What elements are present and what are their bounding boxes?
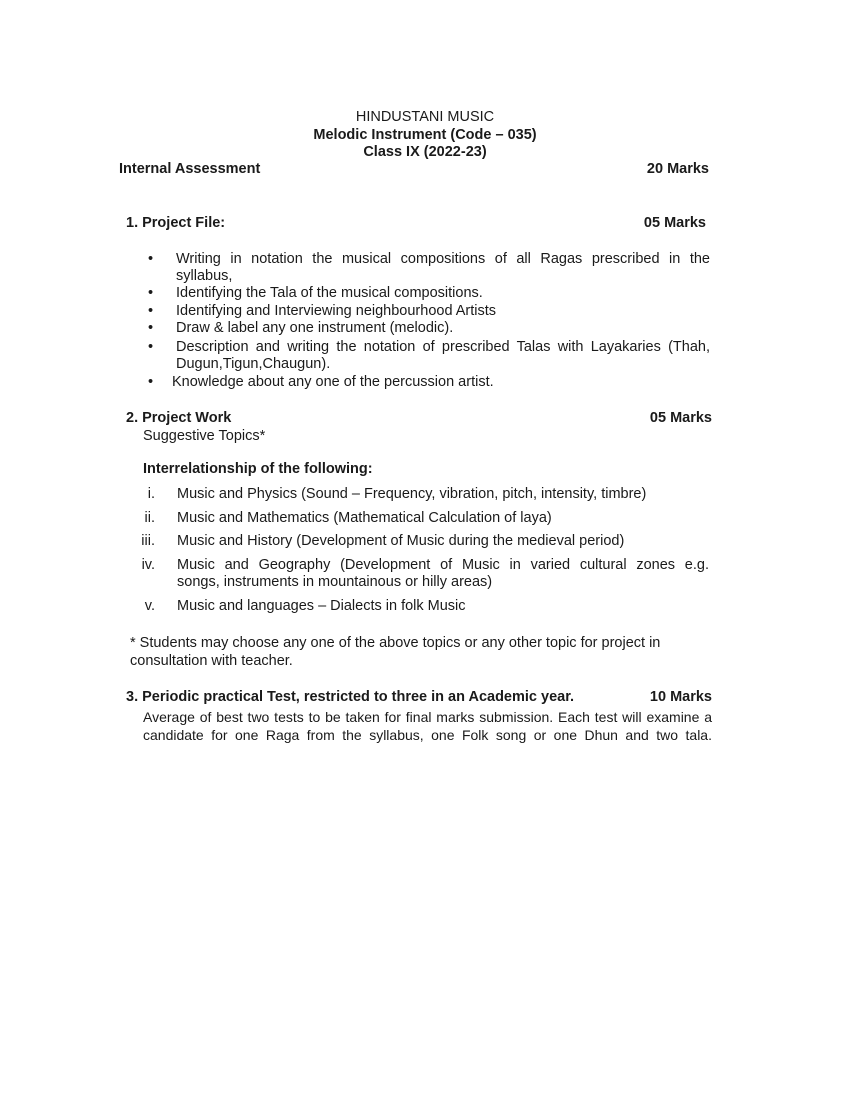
- section2-subheading: Interrelationship of the following:: [143, 461, 373, 477]
- list-item: • Description and writing the notation of prescribed Talas with Layakaries (Thah, Dugun,Tigun,Chaugun).: [148, 338, 710, 372]
- list-item: • Identifying the Tala of the musical compositions.: [148, 285, 483, 301]
- section1-marks: 05 Marks: [643, 215, 706, 231]
- list-item: • Knowledge about any one of the percussion artist.: [148, 373, 494, 390]
- assessment-label: Internal Assessment: [119, 161, 261, 177]
- bullet-icon: •: [148, 373, 154, 390]
- assessment-marks: 20 Marks: [646, 161, 709, 177]
- section3-heading: 3. Periodic practical Test, restricted to three in an Academic year.: [126, 689, 575, 705]
- section2-heading: 2. Project Work: [126, 410, 232, 426]
- list-item: iii. Music and History (Development of Music during the medieval period): [141, 533, 625, 549]
- list-item: • Writing in notation the musical compositions of all Ragas prescribed in the syllabus,: [148, 251, 710, 284]
- list-item: • Draw & label any one instrument (melodic).: [148, 320, 454, 336]
- document-title: [0, 109, 850, 162]
- assessment-row: [119, 161, 709, 177]
- bullet-icon: •: [148, 285, 154, 301]
- section3-heading-row: [126, 689, 712, 705]
- section3-marks: 10 Marks: [649, 689, 712, 705]
- footnote: * Students may choose any one of the above topics or any other topic for project in consultation with teacher.: [130, 635, 661, 669]
- bullet-icon: •: [148, 251, 154, 267]
- title-subject: HINDUSTANI MUSIC: [355, 109, 495, 125]
- section1-bullets: [148, 251, 710, 391]
- list-item: v. Music and languages – Dialects in folk Music: [144, 597, 466, 614]
- list-item: • Identifying and Interviewing neighbourhood Artists: [148, 302, 497, 319]
- list-item: ii. Music and Mathematics (Mathematical Calculation of laya): [144, 509, 552, 526]
- section1-heading-row: [126, 215, 706, 231]
- section2-marks: 05 Marks: [649, 410, 712, 426]
- bullet-icon: •: [148, 320, 154, 336]
- bullet-icon: •: [148, 338, 154, 355]
- title-class: Class IX (2022-23): [363, 144, 487, 160]
- section3-body: Average of best two tests to be taken for final marks submission. Each test will examine a candidate for one Raga from the syllabus, one Folk song or one Dhun and two tala.: [143, 709, 712, 743]
- title-code: Melodic Instrument (Code – 035): [313, 126, 537, 143]
- section2-topics: [137, 486, 709, 615]
- section2-sub: Suggestive Topics*: [143, 428, 266, 444]
- list-item: iv. Music and Geography (Development of Music in varied cultural zones e.g. songs, instruments in mountainous or hilly areas): [141, 556, 709, 590]
- list-item: i. Music and Physics (Sound – Frequency, vibration, pitch, intensity, timbre): [147, 486, 647, 502]
- section2-heading-row: [126, 410, 712, 426]
- bullet-icon: •: [148, 302, 154, 319]
- section1-heading: 1. Project File:: [126, 215, 226, 231]
